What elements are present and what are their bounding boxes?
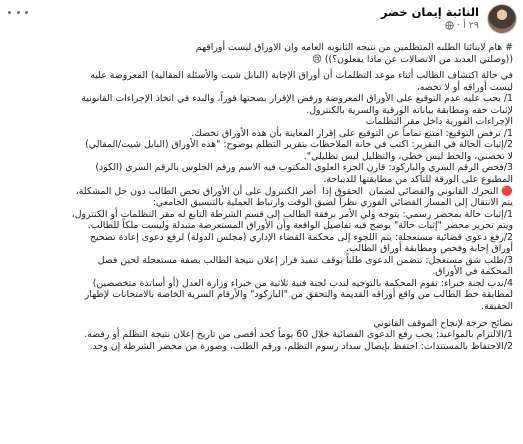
post-text-line: ليست أوراقه أو لا تخصه،	[416, 81, 513, 93]
globe-icon	[445, 21, 454, 30]
post-text-line: لا تخصني، والخط ليس خطي، والتظليل ليس تظليلي".	[303, 150, 513, 162]
post-text-line: 4/ندب لجنة خبراء: تقوم المحكمة بالتوجيه لندب لجنة فنية ثلاثية من خبراء وزارة العدل (أو أساتذة متخصصين)	[92, 277, 513, 289]
author-avatar[interactable]	[487, 4, 517, 34]
post-text-line: # هام لابنائنا الطلبه المتظلمين من نتيجه الثانويه العامه وان الاوراق ليست أوراقهم	[195, 42, 513, 53]
post-body-text	[8, 42, 513, 352]
post-text-line: الإجراءات الفورية داخل مقر التظلمات	[365, 116, 513, 128]
post-text-line: 3/طلب شق مستعجل: تتضمن الدعوى طلباً بوقف تنفيذ قرار إعلان نتيجة الطالب بصفة مستعجلة لحين فصل	[97, 254, 513, 266]
post-text-line: 1/إثبات حالة بمحضر رسمي: يتوجه ولي الأمر برفقة الطالب إلى قسم الشرطة التابع له مقر التظلمات أو الكنترول،	[71, 208, 513, 220]
post-text-line: يتم الانتقال إلى المسار القضائي الفوري نظراً لضيق الوقت وارتباط العملية بالتنسيق الجامعي:	[152, 197, 513, 209]
author-name[interactable]: النائبة إيمان خضر	[380, 5, 479, 19]
post-text-line: لإثبات حقه ومطابقة بياناته الورقية والسرية بالكنترول.	[306, 104, 513, 116]
post-text-line: 2/الاحتفاظ بالمستندات: احتفظ بإيصال سداد رسوم التظلم، ورقم الطلب، وصورة من محضر الشرطة إن وجد.	[89, 340, 513, 352]
meta-separator: ·	[457, 20, 461, 31]
post-time[interactable]: ٢٩ أ	[463, 20, 479, 31]
post-text-line: 1/الالتزام بالمواعيد: يجب رفع الدعوى القضائية خلال 60 يوماً كحد أقصى من تاريخ إعلان نتيجة التظلم أو رفضه.	[84, 329, 513, 341]
post-text-line: في حالة اكتشاف الطالب أثناء موعد التظلمات أن أوراق الإجابة (البابل شيت والأسئلة المقالية) المعروضة عليه	[90, 70, 513, 82]
post-text-line: أوراق إجابة وفحص ومطابقة أوراق الطالب.	[346, 243, 513, 255]
post-text-line: المحكمة في الأوراق.	[432, 266, 513, 278]
post-text-line: الحقيقة.	[481, 301, 513, 313]
post-text-line: ((وصلني العديد من الاتصالات عن ماذا يفعلون؟)) 😢	[312, 53, 513, 65]
post-text-line: 3/فحص الرقم السري والباركود: قارن الجزء العلوي المكتوب فيه الاسم ورقم الجلوس بالرقم السري (الكود)	[95, 162, 513, 174]
post-meta	[445, 20, 479, 31]
post-text-line: المطبوع على الورقة للتأكد من مطابقتها للديباجة.	[323, 174, 513, 186]
post-text-line: ويتم تحرير محضر "إثبات حالة" يوضح فيه تفاصيل الواقعة وأن الأوراق المستعرضة متبدلة وليست ملكاً للطالب.	[87, 220, 513, 232]
post-text-line: 1/ يجب عليه عدم التوقيع على الأوراق المعروضة ورفض الإقرار بصحتها فوراً، والبدء في اتخاذ الإجراءات القانونية	[81, 93, 513, 105]
post-text-line: 2/رفع دعوى قضائية مستعجلة: يتم اللجوء إلى محكمة القضاء الإداري (مجلس الدولة) لرفع دعوى إعادة تصحيح	[90, 231, 513, 243]
post-text-line: نصائح حرجة لإنجاح الموقف القانوني	[373, 317, 513, 329]
post-header	[6, 4, 517, 34]
post-text-line: 2/إثبات الحالة في التقرير: اكتب في خانة الملاحظات بتقرير التظلم بوضوح: "هذه الأوراق (البابل شيت/المقالي)	[85, 139, 513, 151]
post-text-line: 1/ ترفض التوقيع: امتنع تماماً عن التوقيع على إقرار المعاينة بأن هذه الأوراق تخصك.	[191, 127, 513, 139]
more-options-icon[interactable]	[8, 6, 28, 18]
post-text-line: لمطابقة خط الطالب من واقع أوراقه القديمة والتحقق من "الباركود" والأرقام السرية الخاصة بالامتحانات لإظهار	[84, 289, 513, 301]
post-text-line: 🔴 التحرك القانوني والقضائي لضمان الحقوق إذا أصر الكنترول على أن الأوراق تخص الطالب دون حل المشكلة،	[75, 185, 513, 197]
